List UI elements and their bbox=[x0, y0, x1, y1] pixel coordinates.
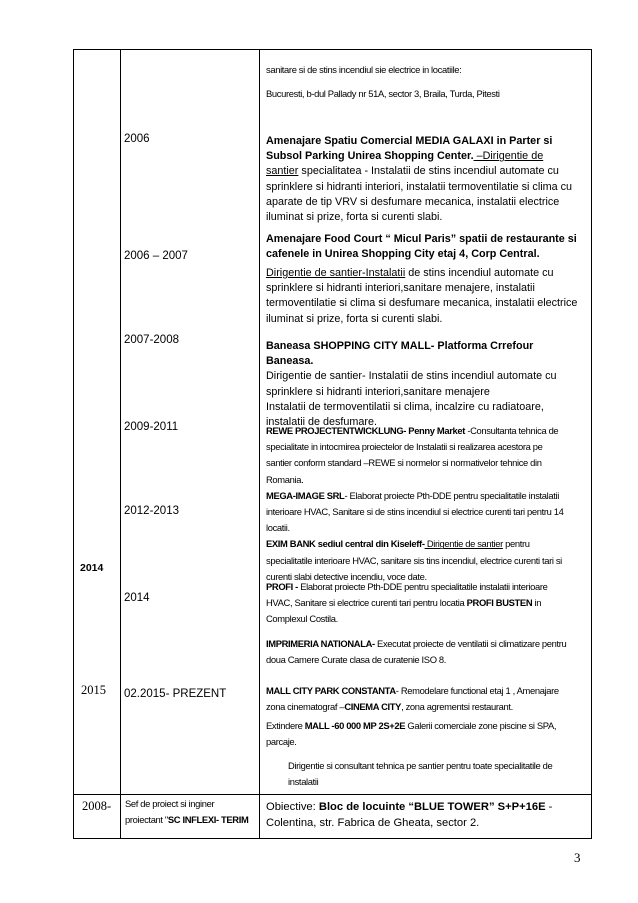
project-blue-tower: Obiective: Bloc de locuinte “BLUE TOWER” S+P+16E - Colentina, str. Fabrica de Gheata, sector 2. bbox=[266, 801, 553, 829]
year-label-2014: 2014 bbox=[80, 562, 104, 574]
period-2012-2013: 2012-2013 bbox=[124, 505, 179, 517]
project-rewe: REWE PROJECTENTWICKLUNG- Penny Market -Consultanta tehnica de specialitate in intocmirea proiectelor de Instalatii si realizarea acestora pe santier conform standard –REWE si normelor si normativelor tehnice din Romania. MEGA-IMAGE SRL- Elaborat proiecte Pth-DDE pentru specialitatile instalatii interioare HVAC, Sanitare si de stins incendiul si electrice curenti tari pentru 14 locatii. EXIM BANK sediul central din Kiseleff- Dirigentie de santier pentru specialitatile interioare HVAC, sanitare sis tins incendiul, electrice curenti tari si curenti slabi detective incendiu, voce date. bbox=[266, 425, 564, 582]
intro-line-2: Bucuresti, b-dul Pallady nr 51A, sector 3, Braila, Turda, Pitesti bbox=[266, 88, 500, 99]
project-baneasa: Baneasa SHOPPING CITY MALL- Platforma Crrefour Baneasa. Dirigentie de santier- Instalatii de stins incendiul automate cu sprinklere si hidranti interiori,sanitare menajere Instalatii de termoventilatii si clima, incalzire cu radiatoare, instalatii de desfumare. bbox=[266, 340, 557, 429]
period-2007-2008: 2007-2008 bbox=[124, 334, 179, 346]
column-divider-2 bbox=[259, 50, 260, 838]
role-line-2: proiectant "SC INFLEXI- TERIM bbox=[125, 814, 249, 825]
year-label-2008: 2008- bbox=[82, 799, 112, 813]
intro-line-1: sanitare si de stins incendiul sie electrice in locatiile: bbox=[266, 64, 462, 75]
period-2009-2011: 2009-2011 bbox=[124, 421, 179, 433]
row-divider bbox=[74, 794, 591, 795]
year-label-2015: 2015 bbox=[81, 683, 106, 697]
project-media-galaxi: Amenajare Spatiu Comercial MEDIA GALAXI in Parter si Subsol Parking Unirea Shopping Center. –Dirigentie de santier specialitatea - Instalatii de stins incendiul automate cu sprinklere si hidranti interiori, instalatii termoventilatie si clima cu aparate de tip VRV si desfumare mecanica, instalatii electrice iluminat si prize, forta si curenti slabi. bbox=[266, 135, 573, 224]
project-imprimeria: IMPRIMERIA NATIONALA- Executat proiecte de ventilatii si climatizare pentru doua Camere Curate clasa de curatenie ISO 8. bbox=[266, 638, 567, 666]
project-profi: PROFI - Elaborat proiecte Pth-DDE pentru specialitatile instalatii interioare HVAC, Sanitare si electrice curenti tari pentru locatia PROFI BUSTEN in Complexul Costila. bbox=[266, 581, 548, 625]
page-number: 3 bbox=[574, 850, 581, 865]
period-2006: 2006 bbox=[124, 133, 150, 145]
project-food-court: Amenajare Food Court “ Micul Paris” spatii de restaurante si cafenele in Unirea Shopping City etaj 4, Corp Central. bbox=[266, 233, 577, 261]
project-food-court-details: Dirigentie de santier-Instalatii de stins incendiul automate cu sprinklere si hidranti interiori,sanitare menajere, instalatii termoventilatie si clima si desfumare mecanica, instalatii electrice iluminat si prize, forta si curenti slabi. bbox=[266, 267, 578, 325]
period-2014: 2014 bbox=[124, 592, 150, 604]
project-mall-extension: Extindere MALL -60 000 MP 2S+2E Galerii comerciale zone piscine si SPA, parcaje. bbox=[266, 720, 557, 748]
project-site-supervision: Dirigentie si consultant tehnica pe santier pentru toate specialitatile de instalatii bbox=[288, 760, 553, 788]
period-2015-prezent: 02.2015- PREZENT bbox=[124, 688, 227, 700]
project-mall-city-park: MALL CITY PARK CONSTANTA- Remodelare functional etaj 1 , Amenajare zona cinematograf –CINEMA CITY, zona agrementsi restaurant. bbox=[266, 685, 559, 713]
column-divider-1 bbox=[120, 50, 121, 838]
role-line-1: Sef de proiect si inginer bbox=[125, 798, 215, 809]
period-2006-2007: 2006 – 2007 bbox=[124, 250, 188, 262]
